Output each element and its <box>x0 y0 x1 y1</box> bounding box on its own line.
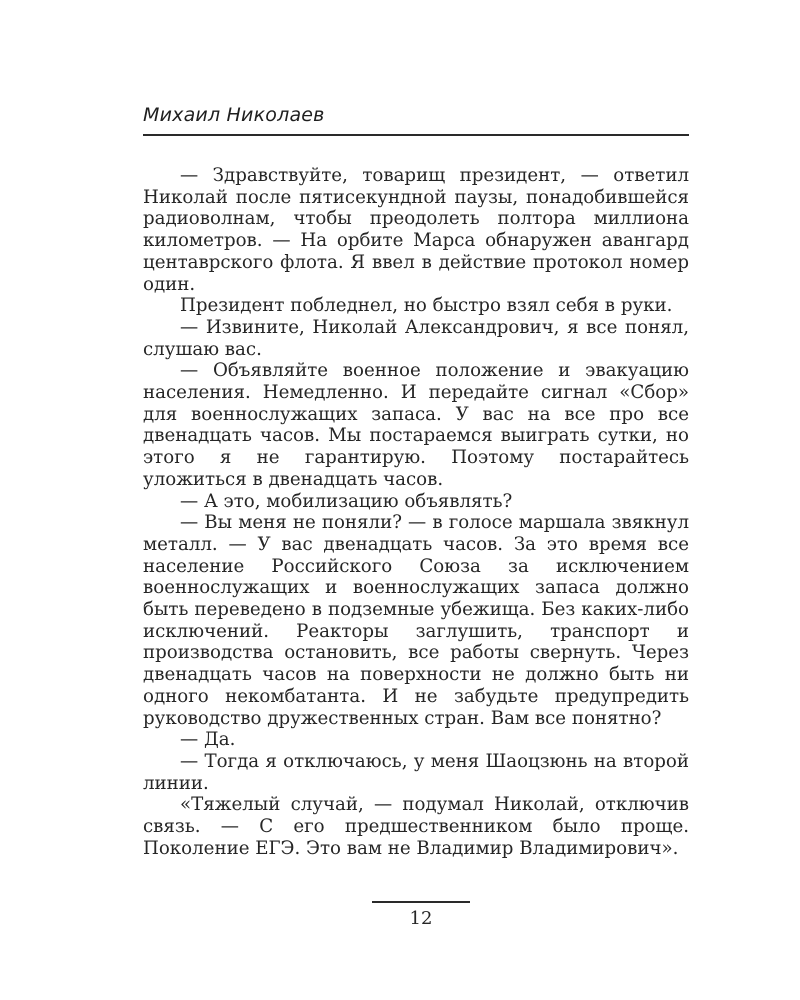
paragraph: — Извините, Николай Александрович, я все понял, слушаю вас. <box>143 316 689 360</box>
paragraph: Президент побледнел, но быстро взял себя в руки. <box>180 295 673 317</box>
paragraph: — Да. <box>180 729 236 751</box>
running-header <box>143 103 689 127</box>
paragraph: — Вы меня не поняли? — в голосе маршала звякнул металл. — У вас двенадцать часов. За это время все население Российского Союза за исключением военнослужащих и военнослужащих запаса должно быть переведено в подземные убежища. Без каких-либо исключений. Реакторы заглушить, транспорт и производства остановить, все работы свернуть. Через двенадцать часов на поверхности не должно быть ни одного некомбатанта. И не забудьте предупредить руководство дружественных стран. Вам все понятно? <box>143 512 689 729</box>
author-name: Михаил Николаев <box>143 104 325 126</box>
paragraph: — Объявляйте военное положение и эвакуацию населения. Немедленно. И передайте сигнал «Сбор» для военнослужащих запаса. У вас на все про все двенадцать часов. Мы постараемся выиграть сутки, но этого я не гарантирую. Поэтому постарайтесь уложиться в двенадцать часов. <box>143 360 689 490</box>
paragraph: — Здравствуйте, товарищ президент, — ответил Николай после пятисекундной паузы, понадобившейся радиоволнам, чтобы преодолеть полтора миллиона километров. — На орбите Марса обнаружен авангард центаврского флота. Я ввел в действие протокол номер один. <box>143 165 689 295</box>
page-body <box>143 165 689 860</box>
paragraph: — Тогда я отключаюсь, у меня Шаоцзюнь на второй линии. <box>143 750 689 794</box>
header-rule <box>143 134 689 136</box>
footer-rule <box>372 901 470 903</box>
paragraph: «Тяжелый случай, — подумал Николай, отключив связь. — С его предшественником было проще. Поколение ЕГЭ. Это вам не Владимир Владимирович». <box>143 794 689 859</box>
page-number: 12 <box>409 908 433 929</box>
paragraph: — А это, мобилизацию объявлять? <box>180 490 513 512</box>
